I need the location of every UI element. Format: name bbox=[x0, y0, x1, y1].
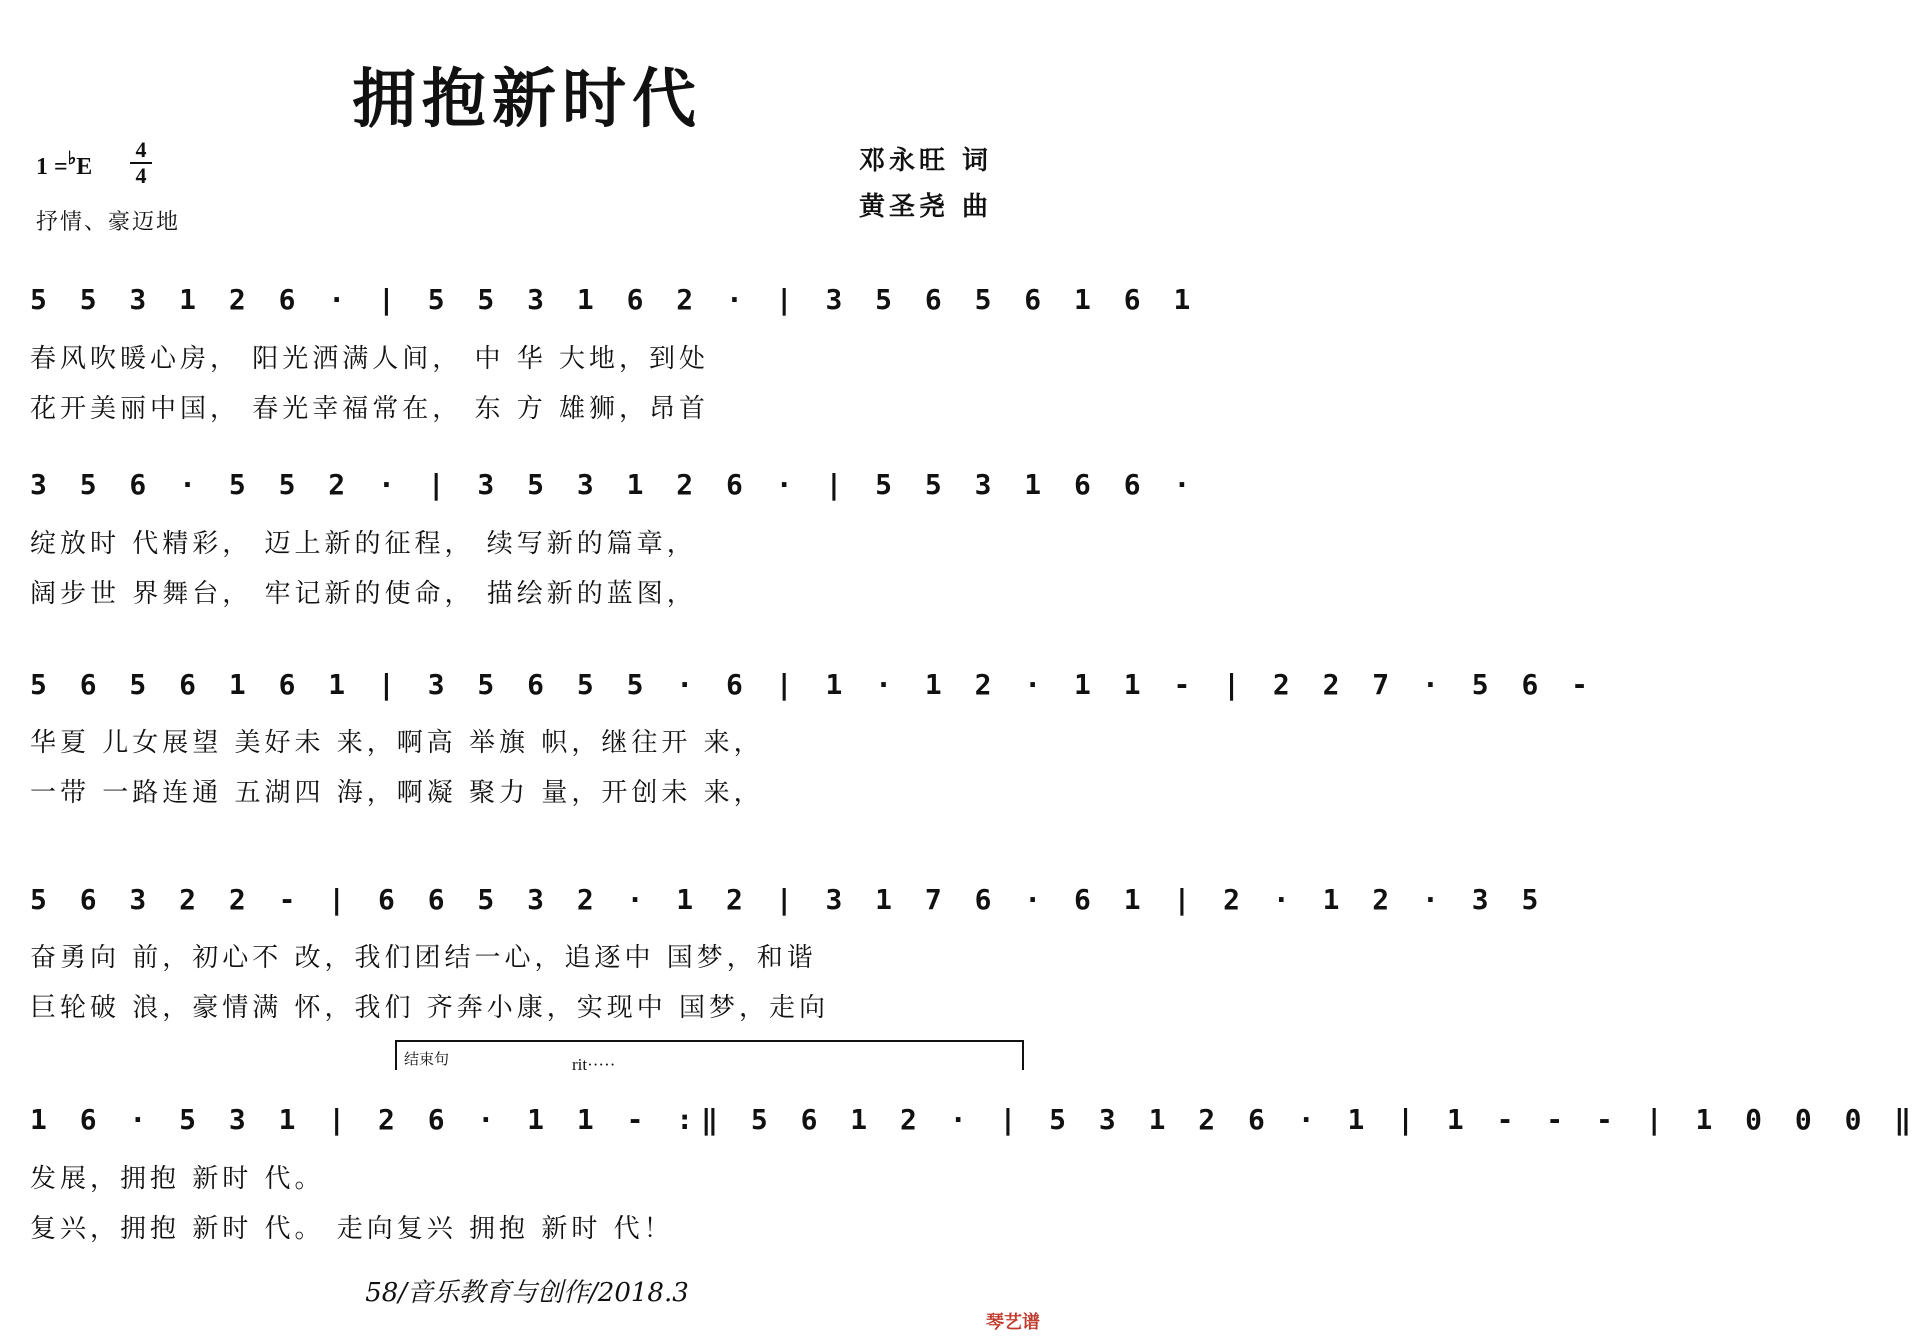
lyric-row-2-verse-1: 绽放时 代精彩， 迈上新的征程， 续写新的篇章， bbox=[30, 529, 697, 559]
lyric-row-5-verse-2: 复兴，拥抱 新时 代。 走向复兴 拥抱 新时 代！ bbox=[30, 1214, 674, 1244]
ritardando-marking: rit····· bbox=[572, 1055, 616, 1074]
lyric-row-3-verse-2: 一带 一路连通 五湖四 海，啊凝 聚力 量，开创未 来， bbox=[30, 778, 764, 808]
time-signature bbox=[130, 138, 152, 188]
notes-line: 3 5 6 · 5 5 2 · | 3 5 3 1 2 6 · | 5 5 3 1 6 6 · bbox=[30, 468, 1199, 501]
flat-sign: ♭ bbox=[67, 148, 77, 168]
source-citation: 58/音乐教育与创作/2018.3 bbox=[365, 1278, 689, 1308]
time-top: 4 bbox=[135, 137, 147, 162]
key-signature bbox=[36, 148, 92, 181]
composer-credit: 黄圣尧 曲 bbox=[858, 192, 992, 222]
song-title: 拥抱新时代 bbox=[352, 62, 702, 137]
tempo-marking: 抒情、豪迈地 bbox=[36, 210, 181, 235]
lyric-row-5-verse-1: 发展，拥抱 新时 代。 bbox=[30, 1164, 325, 1194]
watermark-logo: 琴艺谱 bbox=[986, 1312, 1040, 1333]
notes-line: 5 6 3 2 2 - | 6 6 5 3 2 · 1 2 | 3 1 7 6 · 6 1 | 2 · 1 2 · 3 5 bbox=[30, 883, 1547, 916]
lyric-row-1-verse-2: 花开美丽中国， 春光幸福常在， 东 方 雄狮，昂首 bbox=[30, 394, 710, 424]
lyric-row-4-verse-2: 巨轮破 浪，豪情满 怀，我们 齐奔小康，实现中 国梦，走向 bbox=[30, 993, 830, 1023]
ending-bracket bbox=[395, 1040, 1024, 1070]
notation-row-2 bbox=[30, 465, 1199, 525]
key-prefix: 1 = bbox=[36, 154, 68, 180]
notation-row-4 bbox=[30, 880, 1547, 940]
lyric-row-4-verse-1: 奋勇向 前，初心不 改，我们团结一心，追逐中 国梦，和谐 bbox=[30, 943, 817, 973]
lyric-row-1-verse-1: 春风吹暖心房， 阳光洒满人间， 中 华 大地，到处 bbox=[30, 344, 710, 374]
lyricist-credit: 邓永旺 词 bbox=[858, 146, 992, 176]
notation-row-3 bbox=[30, 665, 1597, 725]
notation-row-1 bbox=[30, 280, 1199, 340]
notes-line: 1 6 · 5 3 1 | 2 6 · 1 1 - :‖ 5 6 1 2 · | 5 3 1 2 6 · 1 | 1 - - - | 1 0 0 0 ‖ bbox=[30, 1103, 1919, 1136]
notes-line: 5 6 5 6 1 6 1 | 3 5 6 5 5 · 6 | 1 · 1 2 · 1 1 - | 2 2 7 · 5 6 - bbox=[30, 668, 1597, 701]
notation-row-5 bbox=[30, 1100, 1919, 1160]
lyric-row-2-verse-2: 阔步世 界舞台， 牢记新的使命， 描绘新的蓝图， bbox=[30, 579, 697, 609]
lyric-row-3-verse-1: 华夏 儿女展望 美好未 来，啊高 举旗 帜，继往开 来， bbox=[30, 728, 764, 758]
time-bottom: 4 bbox=[130, 162, 152, 188]
ending-label: 结束句 bbox=[404, 1050, 450, 1068]
notes-line: 5 5 3 1 2 6 · | 5 5 3 1 6 2 · | 3 5 6 5 6 1 6 1 bbox=[30, 283, 1199, 316]
key-note: E bbox=[76, 154, 93, 180]
